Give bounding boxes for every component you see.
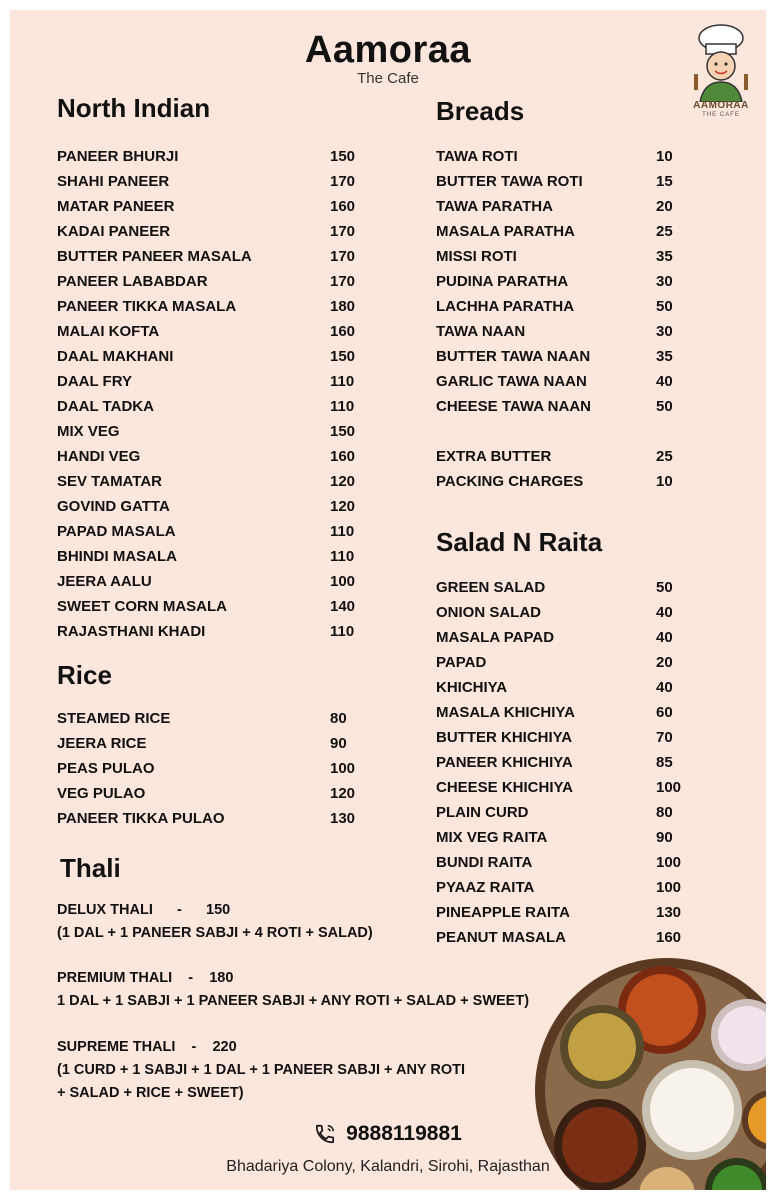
menu-item bbox=[436, 395, 686, 420]
menu-item bbox=[436, 345, 686, 370]
menu-item bbox=[57, 170, 377, 195]
menu-item-price: 110 bbox=[330, 623, 355, 640]
menu-item-price: 100 bbox=[656, 779, 682, 796]
phone-number[interactable]: 9888119881 bbox=[346, 1122, 462, 1145]
menu-item-price: 170 bbox=[330, 248, 356, 265]
menu-item bbox=[57, 345, 377, 370]
menu-item-name: RAJASTHANI KHADI bbox=[57, 623, 206, 640]
menu-item bbox=[436, 601, 686, 626]
menu-item-name: PAPAD MASALA bbox=[57, 523, 176, 540]
menu-item-price: 50 bbox=[656, 579, 673, 596]
menu-item bbox=[57, 545, 377, 570]
menu-item-price: 40 bbox=[656, 679, 673, 696]
menu-item bbox=[436, 220, 686, 245]
menu-item-name: TAWA ROTI bbox=[436, 148, 518, 165]
chef-logo bbox=[686, 22, 756, 122]
menu-item bbox=[57, 245, 377, 270]
menu-item-name: PLAIN CURD bbox=[436, 804, 529, 821]
menu-item-price: 130 bbox=[656, 904, 682, 921]
menu-item-price: 90 bbox=[330, 735, 347, 752]
menu-item-price: 160 bbox=[330, 323, 356, 340]
menu-item-price: 150 bbox=[330, 423, 356, 440]
menu-item-name: HANDI VEG bbox=[57, 448, 141, 465]
menu-item bbox=[436, 801, 686, 826]
menu-item-price: 50 bbox=[656, 298, 673, 315]
menu-item-price: 15 bbox=[656, 173, 673, 190]
delux-thali bbox=[57, 899, 373, 945]
menu-item bbox=[57, 470, 377, 495]
delux-thali-details: (1 DAL + 1 PANEER SABJI + 4 ROTI + SALAD) bbox=[57, 925, 373, 941]
menu-item bbox=[57, 732, 377, 757]
menu-item-name: MIX VEG bbox=[57, 423, 120, 440]
menu-item bbox=[436, 851, 686, 876]
thali-title: Thali bbox=[60, 853, 121, 883]
menu-item-name: BUTTER PANEER MASALA bbox=[57, 248, 252, 265]
menu-item-price: 40 bbox=[656, 373, 673, 390]
menu-item bbox=[57, 782, 377, 807]
menu-item-price: 120 bbox=[330, 498, 356, 515]
menu-item bbox=[436, 676, 686, 701]
menu-item-price: 35 bbox=[656, 248, 673, 265]
menu-item-name: STEAMED RICE bbox=[57, 710, 171, 727]
menu-item bbox=[436, 245, 686, 270]
menu-item-price: 25 bbox=[656, 223, 673, 240]
menu-item-name: MALAI KOFTA bbox=[57, 323, 160, 340]
menu-item-name: SWEET CORN MASALA bbox=[57, 598, 227, 615]
menu-item-price: 10 bbox=[656, 473, 673, 490]
menu-item bbox=[57, 220, 377, 245]
menu-item bbox=[436, 726, 686, 751]
menu-item bbox=[57, 295, 377, 320]
menu-item-name: DAAL TADKA bbox=[57, 398, 154, 415]
menu-item bbox=[436, 651, 686, 676]
menu-item-name: DAAL MAKHANI bbox=[57, 348, 174, 365]
menu-item-price: 30 bbox=[656, 323, 673, 340]
menu-item-price: 140 bbox=[330, 598, 356, 615]
breads-title: Breads bbox=[436, 96, 525, 126]
menu-item bbox=[436, 626, 686, 651]
logo-text: AAMORAA bbox=[693, 100, 749, 111]
menu-item bbox=[57, 195, 377, 220]
menu-item-price: 120 bbox=[330, 785, 356, 802]
salad-title: Salad N Raita bbox=[436, 527, 603, 557]
menu-item-price: 170 bbox=[330, 223, 356, 240]
menu-item-name: TAWA PARATHA bbox=[436, 198, 553, 215]
menu-item-price: 100 bbox=[656, 879, 682, 896]
menu-item bbox=[436, 270, 686, 295]
premium-thali bbox=[57, 967, 529, 1013]
menu-item-name: TAWA NAAN bbox=[436, 323, 526, 340]
chef-icon bbox=[686, 22, 756, 102]
menu-item bbox=[57, 570, 377, 595]
menu-item-name: PYAAZ RAITA bbox=[436, 879, 535, 896]
menu-item-price: 150 bbox=[330, 148, 356, 165]
phone-row bbox=[314, 1122, 462, 1146]
menu-item-price: 20 bbox=[656, 654, 673, 671]
menu-item-price: 20 bbox=[656, 198, 673, 215]
menu-item bbox=[436, 370, 686, 395]
menu-item-price: 10 bbox=[656, 148, 673, 165]
menu-item-price: 160 bbox=[330, 198, 356, 215]
supreme-thali-details-1: (1 CURD + 1 SABJI + 1 DAL + 1 PANEER SABJI + ANY ROTI bbox=[57, 1062, 465, 1078]
salad-list bbox=[436, 576, 686, 951]
menu-item bbox=[57, 707, 377, 732]
menu-item-name: BUTTER TAWA ROTI bbox=[436, 173, 583, 190]
menu-item-price: 60 bbox=[656, 704, 673, 721]
menu-item-price: 80 bbox=[656, 804, 673, 821]
menu-item bbox=[436, 145, 686, 170]
menu-item bbox=[57, 495, 377, 520]
menu-item-name: PACKING CHARGES bbox=[436, 473, 584, 490]
menu-item-price: 130 bbox=[330, 810, 356, 827]
menu-item-name: BHINDI MASALA bbox=[57, 548, 177, 565]
menu-item bbox=[436, 470, 686, 495]
menu-item-name: GARLIC TAWA NAAN bbox=[436, 373, 587, 390]
menu-item-price: 150 bbox=[330, 348, 356, 365]
delux-thali-heading: DELUX THALI - 150 bbox=[57, 902, 231, 918]
menu-item-price: 25 bbox=[656, 448, 673, 465]
extras-list bbox=[436, 445, 686, 495]
menu-item-name: PUDINA PARATHA bbox=[436, 273, 569, 290]
menu-item-name: MASALA PAPAD bbox=[436, 629, 555, 646]
menu-item bbox=[436, 170, 686, 195]
north-indian-title: North Indian bbox=[57, 93, 211, 123]
menu-item-name: PINEAPPLE RAITA bbox=[436, 904, 570, 921]
menu-item-price: 110 bbox=[330, 373, 355, 390]
menu-item bbox=[436, 576, 686, 601]
menu-item bbox=[57, 807, 377, 832]
supreme-thali-details-2: + SALAD + RICE + SWEET) bbox=[57, 1085, 244, 1101]
menu-item bbox=[57, 270, 377, 295]
menu-item-name: GREEN SALAD bbox=[436, 579, 546, 596]
menu-item-name: BUTTER TAWA NAAN bbox=[436, 348, 591, 365]
menu-item-price: 160 bbox=[330, 448, 356, 465]
menu-item bbox=[436, 195, 686, 220]
menu-item-price: 170 bbox=[330, 173, 356, 190]
menu-item-name: KHICHIYA bbox=[436, 679, 508, 696]
menu-item-name: MATAR PANEER bbox=[57, 198, 175, 215]
menu-item-price: 40 bbox=[656, 604, 673, 621]
menu-item-name: ONION SALAD bbox=[436, 604, 541, 621]
menu-item-price: 90 bbox=[656, 829, 673, 846]
menu-item-name: BUTTER KHICHIYA bbox=[436, 729, 573, 746]
address: Bhadariya Colony, Kalandri, Sirohi, Rajasthan bbox=[226, 1158, 550, 1175]
phone-icon bbox=[314, 1123, 336, 1145]
menu-item-name: LACHHA PARATHA bbox=[436, 298, 575, 315]
menu-item-name: PEAS PULAO bbox=[57, 760, 155, 777]
menu-item bbox=[436, 926, 686, 951]
menu-card bbox=[10, 10, 766, 1190]
menu-item-price: 100 bbox=[330, 573, 356, 590]
menu-item-name: DAAL FRY bbox=[57, 373, 132, 390]
menu-item bbox=[57, 757, 377, 782]
menu-item-name: SEV TAMATAR bbox=[57, 473, 162, 490]
menu-item bbox=[436, 295, 686, 320]
menu-item-price: 110 bbox=[330, 523, 355, 540]
menu-item bbox=[436, 701, 686, 726]
menu-item bbox=[436, 901, 686, 926]
brand-header bbox=[10, 30, 766, 87]
menu-item bbox=[436, 751, 686, 776]
menu-item-price: 100 bbox=[656, 854, 682, 871]
menu-item-name: VEG PULAO bbox=[57, 785, 146, 802]
menu-item-name: SHAHI PANEER bbox=[57, 173, 170, 190]
breads-list bbox=[436, 145, 686, 420]
rice-title: Rice bbox=[57, 660, 112, 690]
menu-item-name: MASALA KHICHIYA bbox=[436, 704, 575, 721]
menu-item bbox=[57, 620, 377, 645]
menu-item-price: 170 bbox=[330, 273, 356, 290]
menu-item-price: 120 bbox=[330, 473, 356, 490]
menu-item bbox=[436, 876, 686, 901]
menu-item bbox=[57, 420, 377, 445]
menu-item bbox=[57, 595, 377, 620]
brand-name: Aamoraa bbox=[304, 29, 472, 71]
premium-thali-details: 1 DAL + 1 SABJI + 1 PANEER SABJI + ANY ROTI + SALAD + SWEET) bbox=[57, 993, 530, 1009]
menu-item-price: 160 bbox=[656, 929, 682, 946]
contact-section bbox=[10, 1122, 766, 1176]
menu-item bbox=[57, 445, 377, 470]
rice-list bbox=[57, 707, 377, 832]
menu-item-price: 85 bbox=[656, 754, 673, 771]
logo-subtext: THE CAFE bbox=[702, 112, 740, 118]
menu-item-name: PAPAD bbox=[436, 654, 487, 671]
menu-item-name: MISSI ROTI bbox=[436, 248, 517, 265]
menu-item bbox=[436, 320, 686, 345]
menu-item bbox=[436, 826, 686, 851]
menu-item-name: CHEESE KHICHIYA bbox=[436, 779, 573, 796]
supreme-thali bbox=[57, 1036, 465, 1105]
menu-item-price: 35 bbox=[656, 348, 673, 365]
menu-item-name: CHEESE TAWA NAAN bbox=[436, 398, 592, 415]
menu-item bbox=[436, 776, 686, 801]
menu-item-price: 180 bbox=[330, 298, 356, 315]
menu-item-name: PANEER TIKKA PULAO bbox=[57, 810, 225, 827]
menu-item bbox=[57, 320, 377, 345]
menu-item-name: PANEER LABABDAR bbox=[57, 273, 208, 290]
menu-item-name: PANEER KHICHIYA bbox=[436, 754, 573, 771]
menu-item-price: 30 bbox=[656, 273, 673, 290]
menu-item-name: KADAI PANEER bbox=[57, 223, 171, 240]
menu-item-price: 40 bbox=[656, 629, 673, 646]
menu-item-price: 110 bbox=[330, 548, 355, 565]
menu-item bbox=[57, 370, 377, 395]
menu-item bbox=[57, 145, 377, 170]
supreme-thali-heading: SUPREME THALI - 220 bbox=[57, 1039, 237, 1055]
menu-item bbox=[57, 520, 377, 545]
brand-subtitle: The Cafe bbox=[357, 70, 419, 87]
menu-item-name: JEERA AALU bbox=[57, 573, 152, 590]
menu-item-name: JEERA RICE bbox=[57, 735, 147, 752]
menu-item-name: GOVIND GATTA bbox=[57, 498, 170, 515]
menu-item-price: 70 bbox=[656, 729, 673, 746]
menu-item-price: 100 bbox=[330, 760, 356, 777]
menu-item-name: PANEER BHURJI bbox=[57, 148, 179, 165]
menu-item-price: 110 bbox=[330, 398, 355, 415]
menu-item-name: PANEER TIKKA MASALA bbox=[57, 298, 237, 315]
menu-item-name: MASALA PARATHA bbox=[436, 223, 575, 240]
menu-item-price: 50 bbox=[656, 398, 673, 415]
menu-item-name: PEANUT MASALA bbox=[436, 929, 566, 946]
menu-item bbox=[57, 395, 377, 420]
menu-item-price: 80 bbox=[330, 710, 347, 727]
menu-item-name: BUNDI RAITA bbox=[436, 854, 533, 871]
menu-item-name: MIX VEG RAITA bbox=[436, 829, 548, 846]
north-indian-list bbox=[57, 145, 377, 645]
menu-item-name: EXTRA BUTTER bbox=[436, 448, 552, 465]
premium-thali-heading: PREMIUM THALI - 180 bbox=[57, 970, 234, 986]
menu-item bbox=[436, 445, 686, 470]
